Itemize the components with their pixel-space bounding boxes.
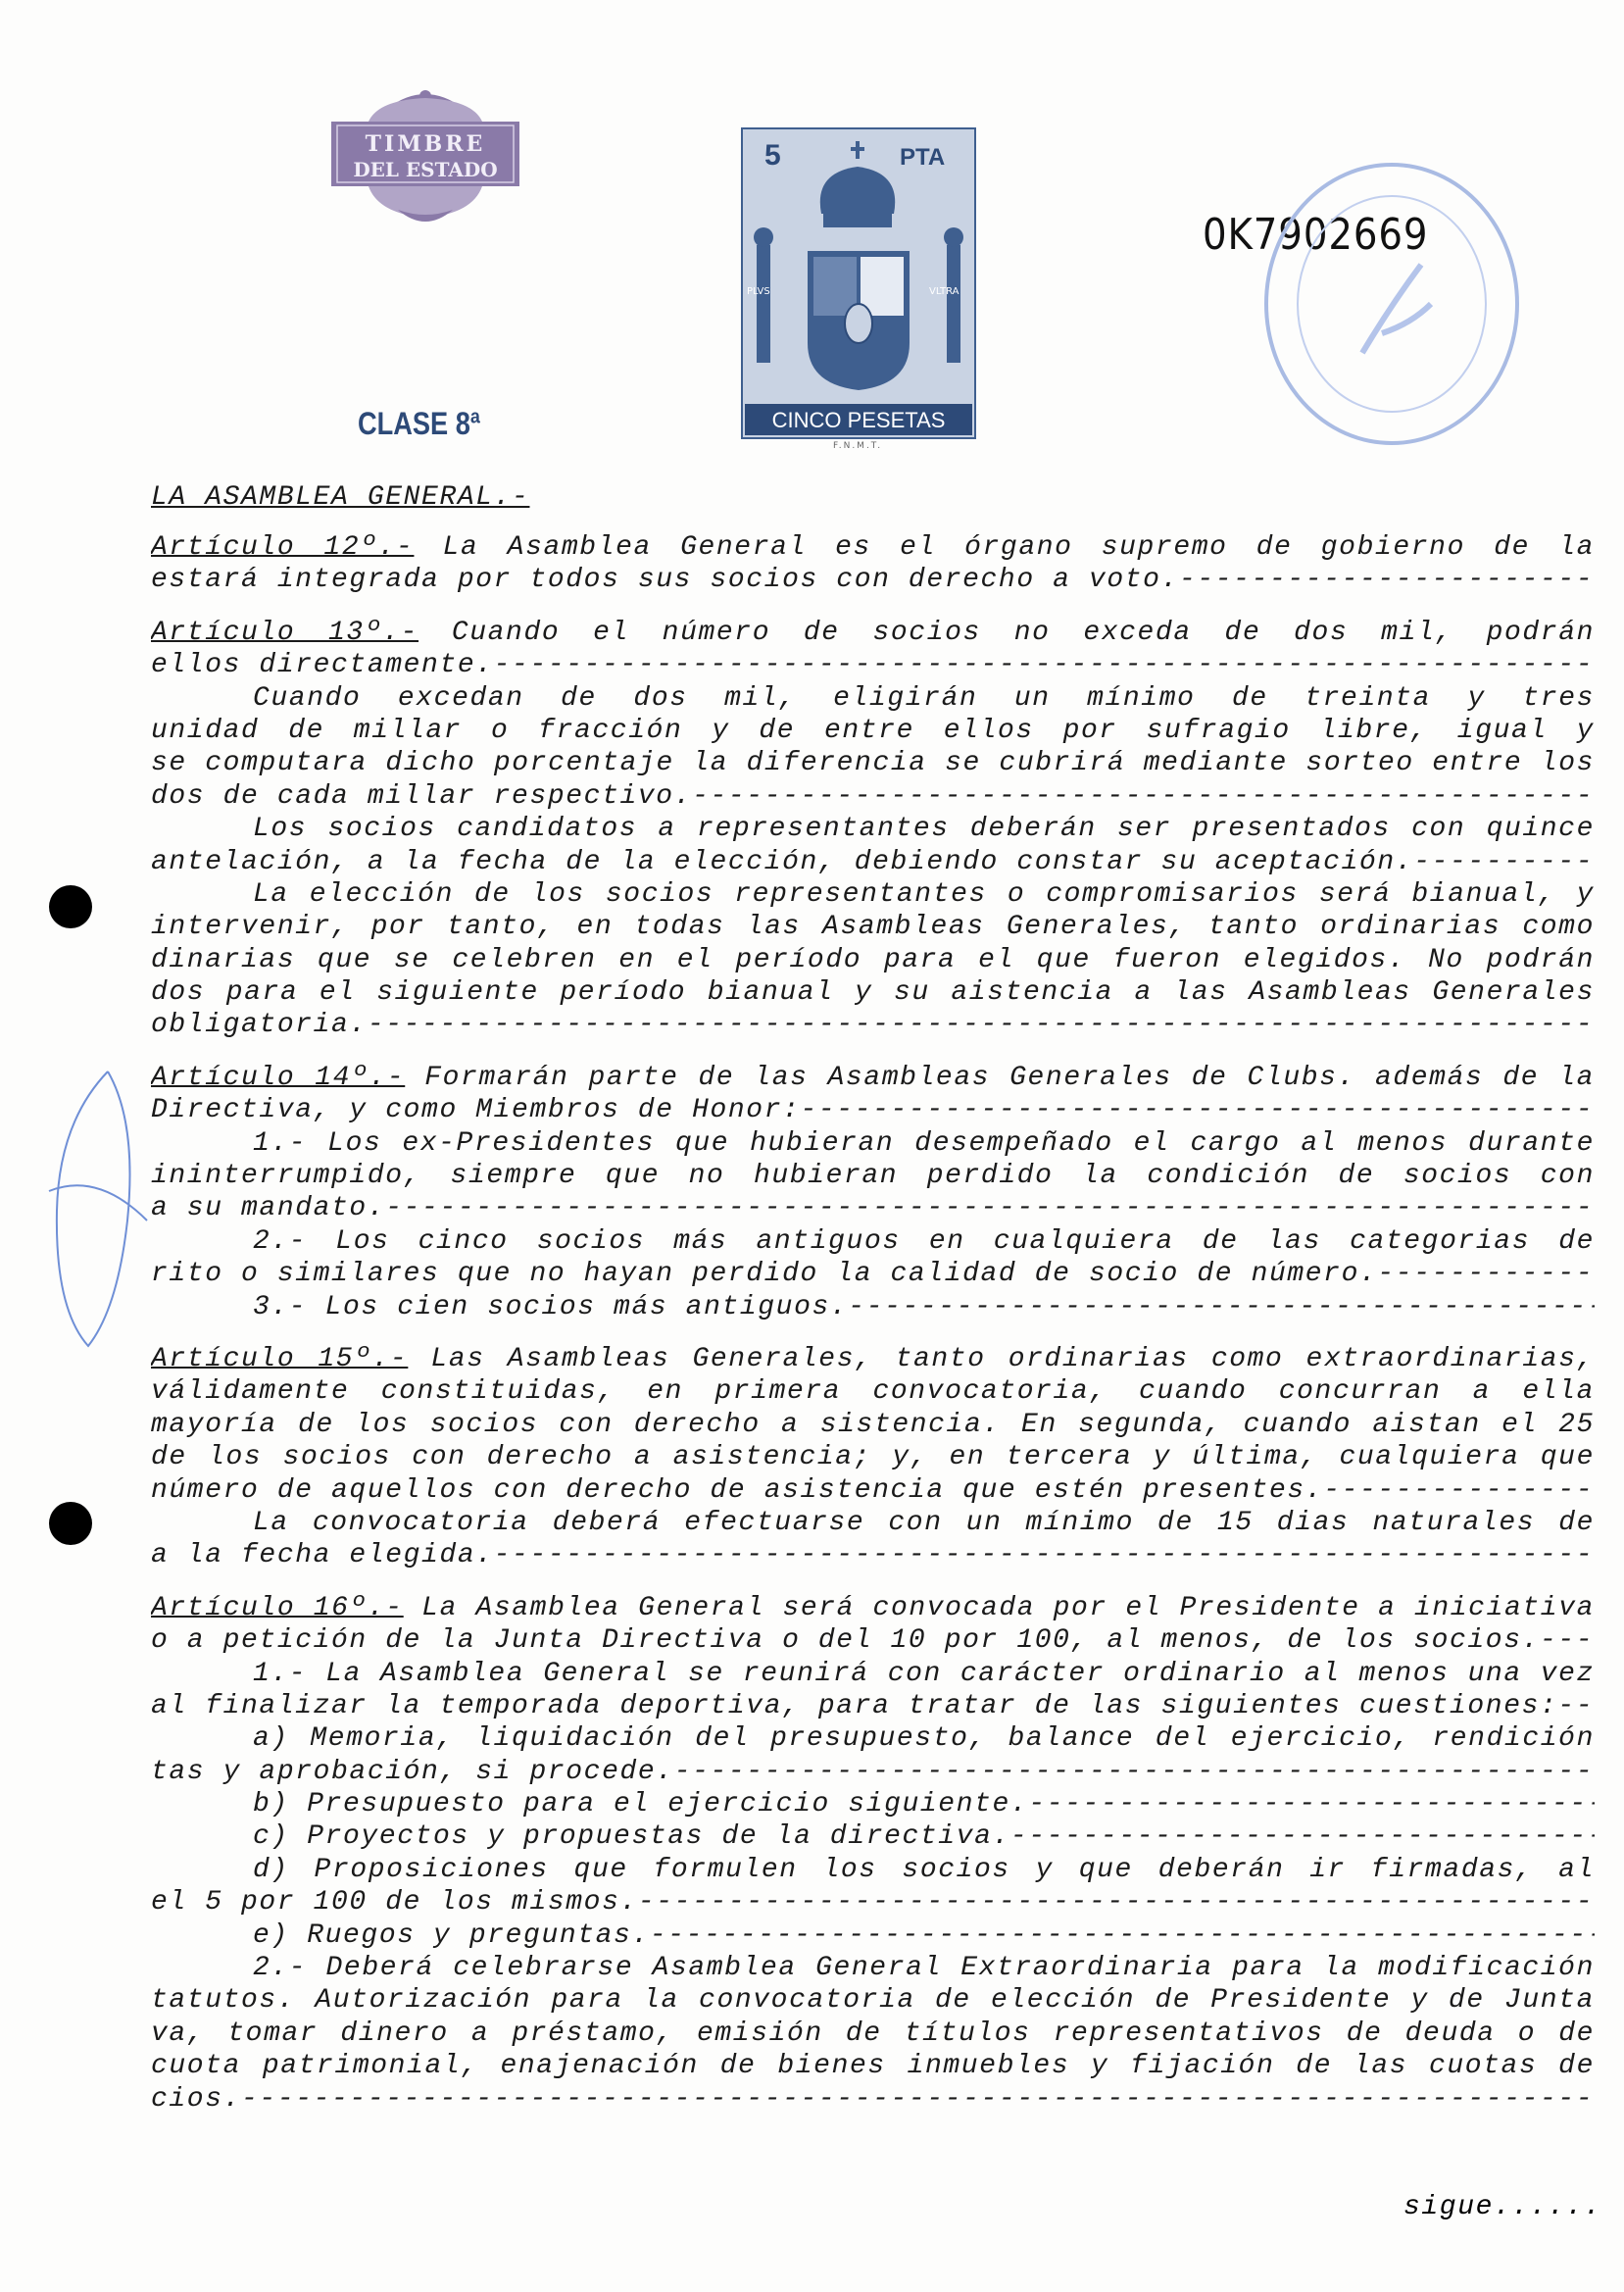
article-text: La Asamblea General será convocada por el Presidente a iniciativa bbox=[421, 1592, 1595, 1623]
text-line bbox=[151, 944, 1595, 976]
text-line bbox=[151, 617, 1595, 649]
text-line bbox=[151, 911, 1595, 943]
article bbox=[151, 531, 1595, 597]
line-text: se computara dicho porcentaje la diferencia se cubrirá mediante sorteo entre los bbox=[151, 748, 1595, 779]
punch-hole bbox=[49, 1502, 92, 1545]
line-text bbox=[151, 617, 1595, 649]
line-text: 2.- Deberá celebrarse Asamblea General Extraordinaria para la modificación bbox=[253, 1953, 1595, 1984]
articles bbox=[151, 531, 1595, 2116]
line-text: cios. bbox=[151, 2083, 242, 2115]
line-text: obligatoria. bbox=[151, 1010, 368, 1041]
line-text: La elección de los socios representantes o compromisarios será bianual, y bbox=[253, 878, 1595, 910]
line-text: tas y aprobación, si procede. bbox=[151, 1756, 674, 1787]
text-line bbox=[151, 682, 1595, 715]
line-text: unidad de millar o fracción y de entre ellos por sufragio libre, igual y bbox=[151, 715, 1595, 746]
line-text: dos de cada millar respectivo. bbox=[151, 780, 693, 812]
line-text: dos para el siguiente período bianual y su aistencia a las Asambleas Generales bbox=[151, 977, 1595, 1009]
dash-filler bbox=[385, 1192, 1595, 1224]
line-text: e) Ruegos y preguntas. bbox=[253, 1919, 650, 1951]
notary-seal-stamp bbox=[1245, 157, 1539, 451]
dash-filler bbox=[1540, 1624, 1595, 1657]
line-text: 1.- La Asamblea General se reunirá con carácter ordinario al menos una vez bbox=[253, 1658, 1595, 1689]
line-text bbox=[151, 531, 1595, 564]
text-line bbox=[151, 747, 1595, 779]
text-line bbox=[151, 1507, 1595, 1539]
dash-filler bbox=[368, 1009, 1595, 1041]
line-text: Directiva, y como Miembros de Honor: bbox=[151, 1095, 801, 1126]
line-text: antelación, a la fecha de la elección, debiendo constar su aceptación. bbox=[151, 846, 1414, 877]
article-heading: Artículo 15º.- bbox=[151, 1343, 409, 1374]
stamp-value: 5 bbox=[764, 139, 781, 172]
text-line bbox=[151, 531, 1595, 564]
text-line bbox=[151, 976, 1595, 1009]
dash-filler bbox=[1413, 846, 1595, 878]
text-line bbox=[151, 1886, 1595, 1918]
text-line bbox=[151, 1658, 1595, 1690]
line-text: Cuando excedan de dos mil, eligirán un mínimo de treinta y tres bbox=[253, 682, 1595, 714]
text-line bbox=[151, 813, 1595, 845]
text-line bbox=[151, 1854, 1595, 1886]
article-text: Cuando el número de socios no exceda de dos mil, podrán bbox=[451, 617, 1595, 648]
article bbox=[151, 1592, 1595, 2116]
line-text: número de aquellos con derecho de asistencia que estén presentes. bbox=[151, 1474, 1324, 1506]
line-text: a) Memoria, liquidación del presupuesto, balance del ejercicio, rendición bbox=[253, 1723, 1595, 1755]
dash-filler bbox=[1323, 1474, 1595, 1507]
article bbox=[151, 1062, 1595, 1323]
document-body bbox=[151, 478, 1595, 2135]
postage-stamp-5-pesetas bbox=[741, 127, 976, 439]
line-text: o a petición de la Junta Directiva o del 10 por 100, al menos, de los socios. bbox=[151, 1625, 1541, 1657]
dash-filler bbox=[1377, 1258, 1595, 1290]
line-text: el 5 por 100 de los mismos. bbox=[151, 1887, 638, 1918]
text-line bbox=[151, 1474, 1595, 1507]
text-line bbox=[151, 1441, 1595, 1473]
line-text: 3.- Los cien socios más antiguos. bbox=[253, 1291, 849, 1322]
line-text bbox=[151, 1062, 1595, 1094]
line-text: tatutos. Autorización para la convocatoria de elección de Presidente y de Junta bbox=[151, 1985, 1595, 2017]
line-text: intervenir, por tanto, en todas las Asambleas Generales, tanto ordinarias como bbox=[151, 912, 1595, 943]
line-text: ellos directamente. bbox=[151, 650, 494, 681]
line-text: cuota patrimonial, enajenación de bienes inmuebles y fijación de las cuotas de bbox=[151, 2051, 1595, 2082]
article bbox=[151, 1343, 1595, 1572]
line-text: La convocatoria deberá efectuarse con un mínimo de 15 dias naturales de bbox=[253, 1507, 1595, 1538]
text-line bbox=[151, 1192, 1595, 1224]
stamp-currency: PTA bbox=[900, 144, 946, 171]
motto-left: PLVS bbox=[747, 286, 770, 297]
text-line bbox=[151, 1820, 1595, 1853]
text-line bbox=[151, 1258, 1595, 1290]
continuation-note: sigue...... bbox=[1403, 2192, 1602, 2222]
article-text: Las Asambleas Generales, tanto ordinarias como extraordinarias, bbox=[430, 1343, 1595, 1374]
text-line bbox=[151, 564, 1595, 596]
dash-filler bbox=[241, 2083, 1595, 2116]
dash-filler bbox=[848, 1291, 1595, 1323]
stamp-denomination: CINCO PESETAS bbox=[771, 408, 946, 432]
line-text: estará integrada por todos sus socios con derecho a voto. bbox=[151, 565, 1179, 596]
timbre-line1: TIMBRE bbox=[365, 131, 486, 157]
line-text: a su mandato. bbox=[151, 1193, 386, 1224]
dash-filler bbox=[1028, 1788, 1595, 1820]
dash-filler bbox=[650, 1919, 1595, 1952]
text-line bbox=[151, 1291, 1595, 1323]
article-heading: Artículo 13º.- bbox=[151, 617, 419, 648]
text-line bbox=[151, 1009, 1595, 1041]
text-line bbox=[151, 1062, 1595, 1094]
text-line bbox=[151, 878, 1595, 911]
line-text: 2.- Los cinco socios más antiguos en cualquiera de las categorias de bbox=[253, 1225, 1595, 1257]
line-text: b) Presupuesto para el ejercicio siguiente. bbox=[253, 1789, 1029, 1820]
line-text: a la fecha elegida. bbox=[151, 1540, 494, 1571]
dash-filler bbox=[801, 1094, 1596, 1126]
line-text: de los socios con derecho a asistencia; y, en tercera y última, cualquiera que bbox=[151, 1442, 1595, 1473]
line-text: va, tomar dinero a préstamo, emisión de títulos representativos de deuda o de bbox=[151, 2018, 1595, 2049]
article-text: La Asamblea General es el órgano supremo de gobierno de la bbox=[442, 532, 1595, 563]
dash-filler bbox=[494, 649, 1595, 681]
text-line bbox=[151, 1409, 1595, 1441]
dash-filler bbox=[494, 1539, 1595, 1571]
text-line bbox=[151, 1756, 1595, 1788]
dash-filler bbox=[674, 1756, 1595, 1788]
line-text: ininterrumpido, siempre que no hubieran perdido la condición de socios con bbox=[151, 1161, 1595, 1192]
line-text: 1.- Los ex-Presidentes que hubieran desempeñado el cargo al menos durante bbox=[253, 1127, 1595, 1159]
serial-number: 0K7902669 bbox=[1203, 210, 1429, 260]
text-line bbox=[151, 846, 1595, 878]
line-text: rito o similares que no hayan perdido la calidad de socio de número. bbox=[151, 1259, 1378, 1290]
dash-filler bbox=[692, 780, 1595, 813]
article-heading: Artículo 12º.- bbox=[151, 532, 415, 563]
line-text bbox=[151, 1592, 1595, 1624]
text-line bbox=[151, 2018, 1595, 2050]
text-line bbox=[151, 1722, 1595, 1755]
text-line bbox=[151, 2083, 1595, 2116]
section-title: LA ASAMBLEA GENERAL.- bbox=[151, 482, 530, 513]
text-line bbox=[151, 1094, 1595, 1126]
line-text: al finalizar la temporada deportiva, para tratar de las siguientes cuestiones: bbox=[151, 1690, 1558, 1721]
article bbox=[151, 617, 1595, 1042]
text-line bbox=[151, 1919, 1595, 1952]
article-heading: Artículo 16º.- bbox=[151, 1592, 404, 1623]
line-text: c) Proyectos y propuestas de la directiva. bbox=[253, 1821, 1010, 1853]
text-line bbox=[151, 1984, 1595, 2017]
text-line bbox=[151, 1624, 1595, 1657]
line-text: mayoría de los socios con derecho a sistencia. En segunda, cuando aistan el 25 bbox=[151, 1409, 1595, 1440]
article-heading: Artículo 14º.- bbox=[151, 1062, 406, 1093]
paper-class: CLASE 8ª bbox=[358, 406, 480, 441]
line-text: Los socios candidatos a representantes deberán ser presentados con quince bbox=[253, 814, 1595, 845]
motto-right: VLTRA bbox=[929, 286, 960, 297]
text-line bbox=[151, 715, 1595, 747]
text-line bbox=[151, 1225, 1595, 1258]
text-line bbox=[151, 1788, 1595, 1820]
line-text: dinarias que se celebren en el período para el que fueron elegidos. No podrán bbox=[151, 944, 1595, 975]
text-line bbox=[151, 1127, 1595, 1160]
line-text: d) Proposiciones que formulen los socios y que deberán ir firmadas, al bbox=[253, 1854, 1595, 1885]
article-text: Formarán parte de las Asambleas Generales de Clubs. además de la bbox=[424, 1062, 1595, 1093]
line-text bbox=[151, 1343, 1595, 1375]
timbre-del-estado-emblem bbox=[329, 86, 521, 229]
text-line bbox=[151, 1690, 1595, 1722]
text-line bbox=[151, 1160, 1595, 1192]
pen-mark bbox=[39, 1064, 157, 1353]
text-line bbox=[151, 780, 1595, 813]
dash-filler bbox=[638, 1886, 1595, 1918]
dash-filler bbox=[1010, 1820, 1595, 1853]
text-line bbox=[151, 1952, 1595, 1984]
punch-hole bbox=[49, 885, 92, 928]
text-line bbox=[151, 2050, 1595, 2082]
text-line bbox=[151, 1343, 1595, 1375]
text-line bbox=[151, 1539, 1595, 1571]
line-text: válidamente constituidas, en primera convocatoria, cuando concurran a ella bbox=[151, 1376, 1595, 1408]
dash-filler bbox=[1557, 1690, 1595, 1722]
text-line bbox=[151, 649, 1595, 681]
text-line bbox=[151, 1592, 1595, 1624]
timbre-line2: DEL ESTADO bbox=[353, 158, 498, 181]
text-line bbox=[151, 1375, 1595, 1408]
printer-mark: F.N.M.T. bbox=[833, 441, 883, 451]
dash-filler bbox=[1179, 564, 1595, 596]
